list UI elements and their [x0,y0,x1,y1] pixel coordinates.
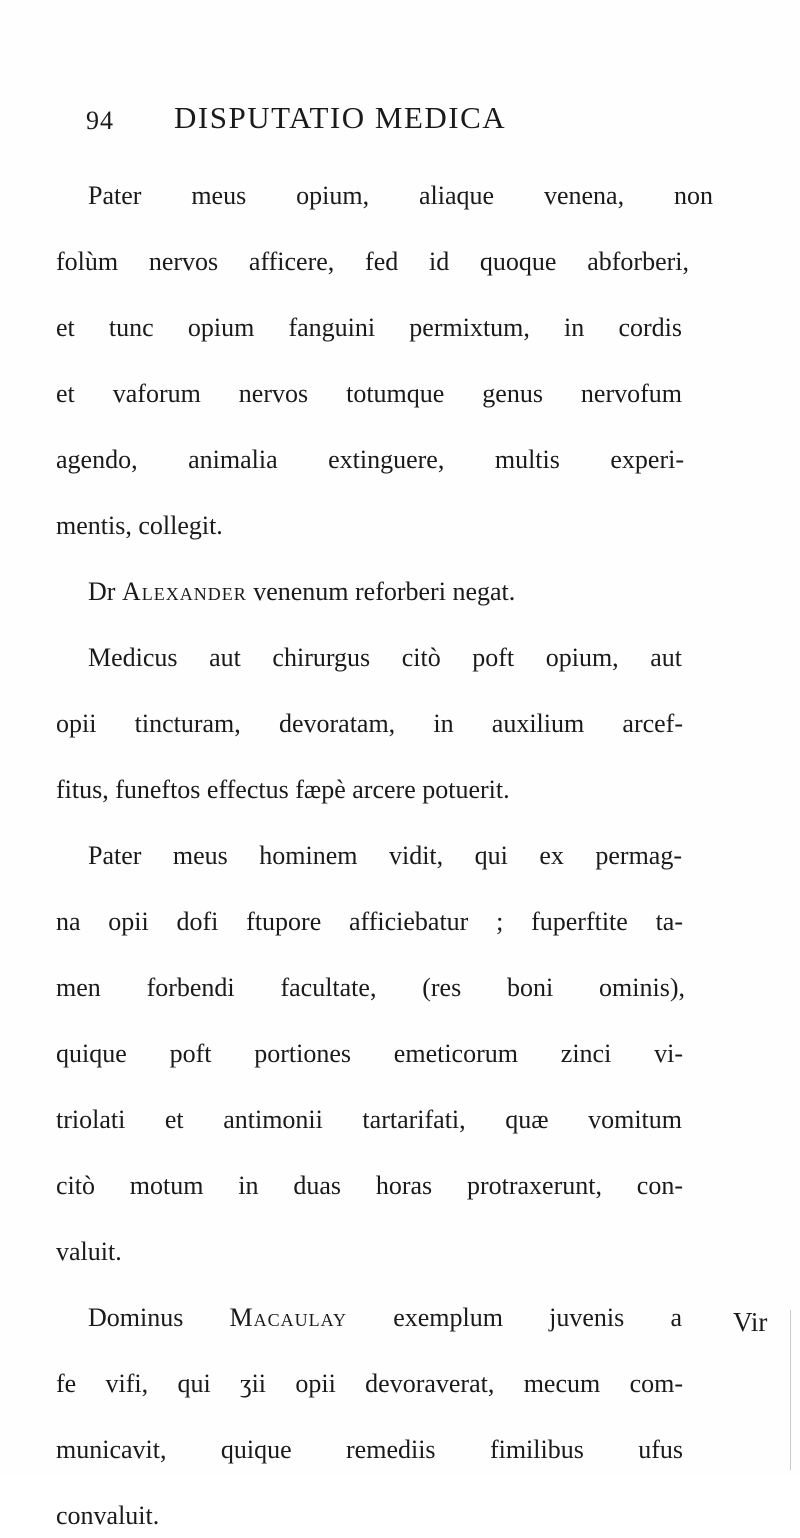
text-line: citò motum in duas horas protraxerunt, con- [56,1171,683,1200]
text-line: valuit. [56,1237,122,1266]
text-line: convaluit. [56,1501,160,1530]
title-prefix: Dominus [88,1303,184,1332]
text-line: triolati et antimonii tartarifati, quæ vomitum [56,1105,682,1134]
title-prefix: Dr [88,577,116,606]
text-line: et vaforum nervos totumque genus nervofum [56,379,682,408]
text-line: et tunc opium fanguini permixtum, in cordis [56,313,682,342]
text-line: Medicus aut chirurgus citò poft opium, aut [88,643,682,672]
text-line: agendo, animalia extinguere, multis experi- [56,445,684,474]
text-line: municavit, quique remediis fimilibus ufus [56,1435,683,1464]
text-line: Pater meus opium, aliaque venena, non [88,181,713,210]
catchword: Vir [733,1307,768,1337]
text-line [88,1295,682,1340]
text-line: na opii dofi ftupore afficiebatur ; fuperftite ta- [56,907,683,936]
person-name: Alexander [121,577,247,606]
person-name: Macaulay [229,1303,348,1332]
page-header [86,100,706,144]
text-line: mentis, collegit. [56,511,223,540]
text-line: opii tincturam, devoratam, in auxilium arcef- [56,709,683,738]
text-line: folùm nervos afficere, fed id quoque abforberi, [56,247,689,276]
running-head: DISPUTATIO MEDICA [174,100,507,135]
page-edge-line [790,1310,791,1470]
text-line: Pater meus hominem vidit, qui ex permag- [88,841,682,870]
text-line [88,569,515,614]
text-line: men forbendi facultate, (res boni ominis), [56,973,685,1002]
page-number: 94 [86,106,114,135]
text-line: quique poft portiones emeticorum zinci vi- [56,1039,683,1068]
text-line: fitus, funeftos effectus fæpè arcere potuerit. [56,775,510,804]
text-fragment: exemplum juvenis a [393,1303,683,1332]
text-line: fe vifi, qui ʒii opii devoraverat, mecum com- [56,1369,683,1398]
text-fragment: venenum reforberi negat. [253,577,516,606]
